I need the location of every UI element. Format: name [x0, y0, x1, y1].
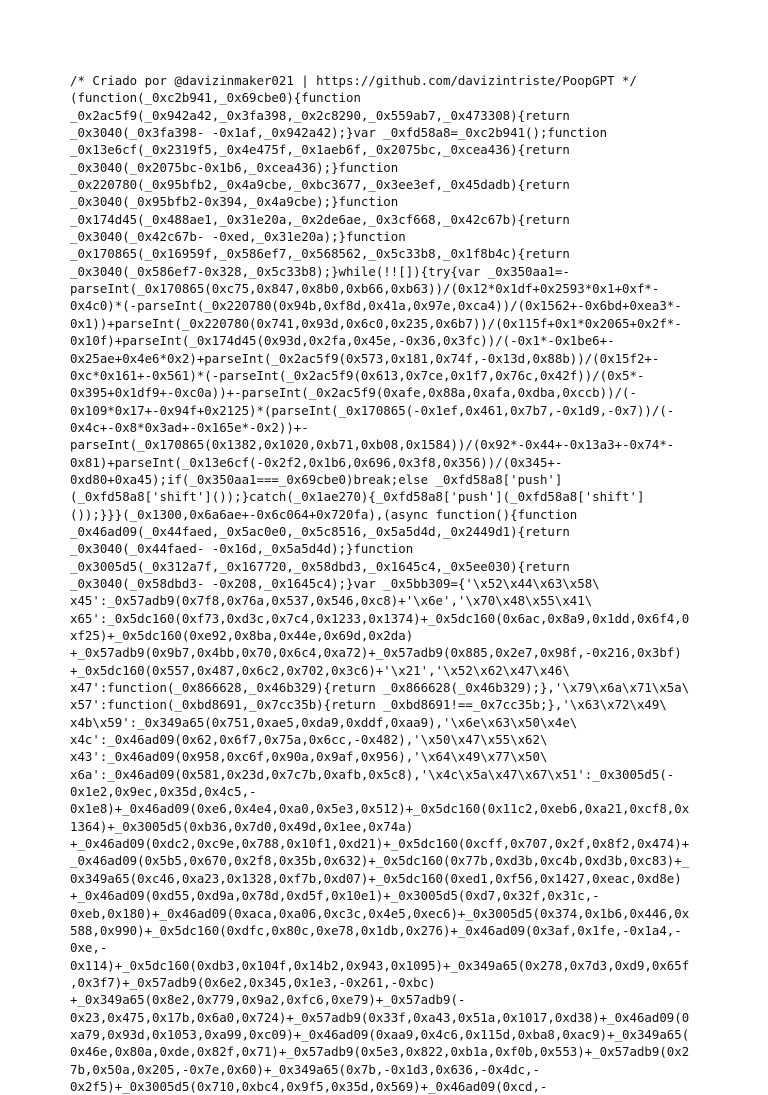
code-line: ,0x3f7)+_0x57adb9(0x6e2,0x345,0x1e3,-0x261,-0xbc) [70, 974, 436, 990]
code-line: 0xeb,0x180)+_0x46ad09(0xaca,0xa06,0xc3c,0x4e5,0xec6)+_0x3005d5(0x374,0x1b6,0x446,0x [70, 905, 690, 921]
code-line: _0x3040(_0x95bfb2-0x394,_0x4a9cbe);}function [70, 194, 399, 210]
code-line: _0x13e6cf(_0x2319f5,_0x4e475f,_0x1aeb6f,_0x2075bc,_0xcea436){return [70, 142, 570, 158]
code-line: xa79,0x93d,0x1053,0xa99,0xc09)+_0x46ad09(0xaa9,0x4c6,0x115d,0xba8,0xac9)+_0x349a65( [70, 1026, 690, 1042]
code-line: 0x1e8)+_0x46ad09(0xe6,0x4e4,0xa0,0x5e3,0x512)+_0x5dc160(0x11c2,0xeb6,0xa21,0xcf8,0x [70, 801, 690, 817]
code-line: +_0x349a65(0x8e2,0x779,0x9a2,0xfc6,0xe79)+_0x57adb9(- [70, 992, 466, 1008]
code-line: 588,0x990)+_0x5dc160(0xdfc,0x80c,0xe78,0x1db,0x276)+_0x46ad09(0x3af,0x1fe,-0x1a4,- [70, 922, 682, 938]
code-line: x4b\x59':_0x349a65(0x751,0xae5,0xda9,0xddf,0xaa9),'\x6e\x63\x50\x4e\ [70, 714, 578, 730]
code-line: _0x3040(_0x42c67b- -0xed,_0x31e20a);}function [70, 229, 406, 245]
code-line: 0x46e,0x80a,0xde,0x82f,0x71)+_0x57adb9(0x5e3,0x822,0xb1a,0xf0b,0x553)+_0x57adb9(0x2 [70, 1044, 690, 1060]
code-line: _0x174d45(_0x488ae1,_0x31e20a,_0x2de6ae,_0x3cf668,_0x42c67b){return [70, 211, 570, 227]
code-line: 0xd80+0xa45);if(_0x350aa1===_0x69cbe0)break;else _0xfd58a8['push'] [70, 471, 563, 487]
code-line: 0x2f5)+_0x3005d5(0x710,0xbc4,0x9f5,0x35d,0x569)+_0x46ad09(0xcd,- [70, 1078, 548, 1094]
code-line: +_0x46ad09(0xd55,0xd9a,0x78d,0xd5f,0x10e1)+_0x3005d5(0xd7,0x32f,0x31c,- [70, 888, 600, 904]
code-line: _0x46ad09(_0x44faed,_0x5ac0e0,_0x5c8516,_0x5a5d4d,_0x2449d1){return [70, 523, 570, 539]
code-line: x43':_0x46ad09(0x958,0xc6f,0x90a,0x9af,0x956),'\x64\x49\x77\x50\ [70, 749, 548, 765]
code-line: 0xe,- [70, 940, 108, 956]
code-line: /* Criado por @davizinmaker021 | https://github.com/davizintriste/PoopGPT */ [70, 73, 637, 88]
code-line: 0x1))+parseInt(_0x220780(0x741,0x93d,0x6c0,0x235,0x6b7))/(0x115f+0x1*0x2065+0x2f*- [70, 315, 682, 331]
code-line: x45':_0x57adb9(0x7f8,0x76a,0x537,0x546,0xc8)+'\x6e','\x70\x48\x55\x41\ [70, 593, 593, 609]
code-line: _0x3040(_0x586ef7-0x328,_0x5c33b8);}while(!![]){try{var _0x350aa1=- [70, 263, 570, 279]
code-line: _0x3040(_0x58dbd3- -0x208,_0x1645c4);}var _0x5bb309={'\x52\x44\x63\x58\ [70, 575, 600, 591]
code-line: 7b,0x50a,0x205,-0x7e,0x60)+_0x349a65(0x7b,-0x1d3,0x636,-0x4dc,- [70, 1061, 540, 1077]
code-line: x4c':_0x46ad09(0x62,0x6f7,0x75a,0x6cc,-0x482),'\x50\x47\x55\x62\ [70, 732, 548, 748]
code-line: 0x114)+_0x5dc160(0xdb3,0x104f,0x14b2,0x943,0x1095)+_0x349a65(0x278,0x7d3,0xd9,0x65f [70, 957, 690, 973]
code-line: 1364)+_0x3005d5(0xb36,0x7d0,0x49d,0x1ee,0x74a) [70, 818, 414, 834]
code-line: x57':function(_0xbd8691,_0x7cc35b){return _0xbd8691!==_0x7cc35b;},'\x63\x72\x49\ [70, 697, 667, 713]
code-line: parseInt(_0x170865(0xc75,0x847,0x8b0,0xb66,0xb63))/(0x12*0x1df+0x2593*0x1+0xf*- [70, 281, 660, 297]
code-line: _0x3040(_0x2075bc-0x1b6,_0xcea436);}function [70, 159, 399, 175]
code-line: _0x46ad09(0x5b5,0x670,0x2f8,0x35b,0x632)+_0x5dc160(0x77b,0xd3b,0xc4b,0xd3b,0xc83)+_ [70, 853, 690, 869]
code-document [70, 72, 702, 1095]
code-line: parseInt(_0x170865(0x1382,0x1020,0xb71,0xb08,0x1584))/(0x92*-0x44+-0x13a3+-0x74*- [70, 437, 675, 453]
code-line: xf25)+_0x5dc160(0xe92,0x8ba,0x44e,0x69d,0x2da) [70, 628, 414, 643]
code-line: x65':_0x5dc160(0xf73,0xd3c,0x7c4,0x1233,0x1374)+_0x5dc160(0x6ac,0x8a9,0x1dd,0x6f4,0 [70, 610, 690, 626]
code-line: 0x109*0x17+-0x94f+0x2125)*(parseInt(_0x170865(-0x1ef,0x461,0x7b7,-0x1d9,-0x7))/(- [70, 402, 675, 418]
code-line: 0xc*0x161+-0x561)*(-parseInt(_0x2ac5f9(0x613,0x7ce,0x1f7,0x76c,0x42f))/(0x5*- [70, 367, 645, 383]
code-line: (_0xfd58a8['shift']());}catch(_0x1ae270){_0xfd58a8['push'](_0xfd58a8['shift'] [70, 489, 645, 505]
code-line: 0x4c+-0x8*0x3ad+-0x165e*-0x2))+- [70, 419, 309, 435]
code-line: 0x4c0)*(-parseInt(_0x220780(0x94b,0xf8d,0x41a,0x97e,0xca4))/(0x1562+-0x6bd+0xea3*- [70, 298, 682, 314]
code-line: x6a':_0x46ad09(0x581,0x23d,0x7c7b,0xafb,0x5c8),'\x4c\x5a\x47\x67\x51':_0x3005d5(- [70, 766, 675, 782]
code-line: +_0x46ad09(0xdc2,0xc9e,0x788,0x10f1,0xd21)+_0x5dc160(0xcff,0x707,0x2f,0x8f2,0x474)+ [70, 836, 690, 852]
code-line: 0x81)+parseInt(_0x13e6cf(-0x2f2,0x1b6,0x696,0x3f8,0x356))/(0x345+- [70, 454, 563, 470]
code-line: _0x220780(_0x95bfb2,_0x4a9cbe,_0xbc3677,_0x3ee3ef,_0x45dadb){return [70, 177, 570, 193]
code-line: _0x3040(_0x3fa398- -0x1af,_0x942a42);}var _0xfd58a8=_0xc2b941();function [70, 125, 608, 141]
code-line: 0x25ae+0x4e6*0x2)+parseInt(_0x2ac5f9(0x573,0x181,0x74f,-0x13d,0x88b))/(0x15f2+- [70, 350, 660, 366]
code-line: ());}}}(_0x1300,0x6a6ae+-0x6c064+0x720fa),(async function(){function [70, 506, 578, 522]
code-line: 0x1e2,0x9ec,0x35d,0x4c5,- [70, 784, 257, 800]
code-line: _0x170865(_0x16959f,_0x586ef7,_0x568562,_0x5c33b8,_0x1f8b4c){return [70, 246, 570, 262]
code-line: 0x23,0x475,0x17b,0x6a0,0x724)+_0x57adb9(0x33f,0xa43,0x51a,0x1017,0xd38)+_0x46ad09(0 [70, 1009, 690, 1025]
code-line: 0x10f)+parseInt(_0x174d45(0x93d,0x2fa,0x45e,-0x36,0x3fc))/(-0x1*-0x1be6+- [70, 333, 615, 349]
code-line: _0x3005d5(_0x312a7f,_0x167720,_0x58dbd3,_0x1645c4,_0x5ee030){return [70, 558, 570, 574]
code-line: 0x349a65(0xc46,0xa23,0x1328,0xf7b,0xd07)+_0x5dc160(0xed1,0xf56,0x1427,0xeac,0xd8e) [70, 870, 682, 886]
code-line: +_0x5dc160(0x557,0x487,0x6c2,0x702,0x3c6)+'\x21','\x52\x62\x47\x46\ [70, 662, 570, 678]
code-line: _0x2ac5f9(_0x942a42,_0x3fa398,_0x2c8290,_0x559ab7,_0x473308){return [70, 107, 570, 123]
code-line: _0x3040(_0x44faed- -0x16d,_0x5a5d4d);}function [70, 541, 414, 557]
code-line: +_0x57adb9(0x9b7,0x4bb,0x70,0x6c4,0xa72)+_0x57adb9(0x885,0x2e7,0x98f,-0x216,0x3bf) [70, 645, 682, 661]
code-line: 0x395+0x1df9+-0xc0a))+-parseInt(_0x2ac5f9(0xafe,0x88a,0xafa,0xdba,0xccb))/(- [70, 385, 637, 401]
code-line: (function(_0xc2b941,_0x69cbe0){function [70, 90, 361, 106]
code-line: x47':function(_0x866628,_0x46b329){return _0x866628(_0x46b329);},'\x79\x6a\x71\x5a\ [70, 680, 690, 696]
